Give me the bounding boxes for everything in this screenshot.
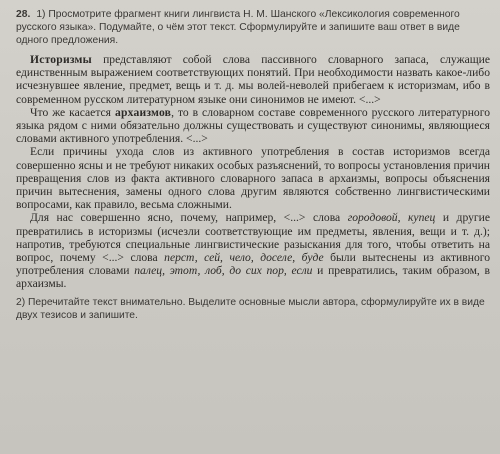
task-2 xyxy=(16,296,490,322)
paragraph-1-text: представляют собой слова пассивного словарного запаса, служащие единственным выражением соответствующих понятий. При необходимости назвать какое-либо исчезнувшее явление, предмет, вещь и т. д. мы волей-неволей прибегаем к историзмам, ибо в современном русском литературном языке они синонимов не имеют. <...> xyxy=(16,53,490,106)
paragraph-4-mid: и другие превратились в историзмы (исчезли соответствующие им предметы, явления, вещи и т. д.); напротив, требуются специальные лингвистические разыскания для того, чтобы ответить на вопрос, почему <...> слова xyxy=(16,211,490,265)
paragraph-4-pre: Для нас совершенно ясно, почему, например, <...> слова xyxy=(30,211,348,225)
exercise-number: 28. xyxy=(16,9,31,20)
paragraph-4-post: и превратились, таким образом, в архаизмы. xyxy=(16,264,490,291)
paragraph-3-text: Если причины ухода слов из активного употребления в состав историзмов всегда совершенно ясны и не требуют никаких особых разъяснений, то вопросы установления причин превращения слов из факта активного словарного запаса в архаизмы, вопросы объяснения причин вытеснения, замены одного слова другим являются собственно лингвистическими вопросами, как правило, весьма сложными. xyxy=(16,145,490,212)
quoted-text xyxy=(16,53,490,291)
task-1 xyxy=(16,8,490,47)
paragraph-2 xyxy=(16,106,490,146)
paragraph-2-pre: Что же касается xyxy=(30,105,115,119)
example-archaisms: перст, сей, чело, доселе, буде xyxy=(164,251,324,265)
paragraph-1 xyxy=(16,53,490,106)
paragraph-4 xyxy=(16,211,490,290)
task-2-text: 2) Перечитайте текст внимательно. Выделите основные мысли автора, сформулируйте их в виде двух тезисов и запишите. xyxy=(16,296,485,321)
paragraph-4-mid2: были вытеснены из активного употребления словами xyxy=(16,251,491,278)
example-modern-words: палец, этот, лоб, до сих пор, если xyxy=(134,264,313,278)
paragraph-3 xyxy=(16,145,490,211)
paragraph-2-post: , то в словарном составе современного русского литературного языка рядом с ними обязательно должны существовать и существуют синонимы, являющиеся словами активного употребления. <...> xyxy=(16,105,490,146)
example-historisms: городовой, купец xyxy=(347,211,436,225)
term-archaisms: архаизмов xyxy=(114,105,172,119)
term-historisms: Историзмы xyxy=(30,53,92,66)
task-1-text: 1) Просмотрите фрагмент книги лингвиста Н. М. Шанского «Лексикология современного русского языка». Подумайте, о чём этот текст. Сформулируйте и запишите ваш ответ в виде одного предложения. xyxy=(16,9,460,46)
